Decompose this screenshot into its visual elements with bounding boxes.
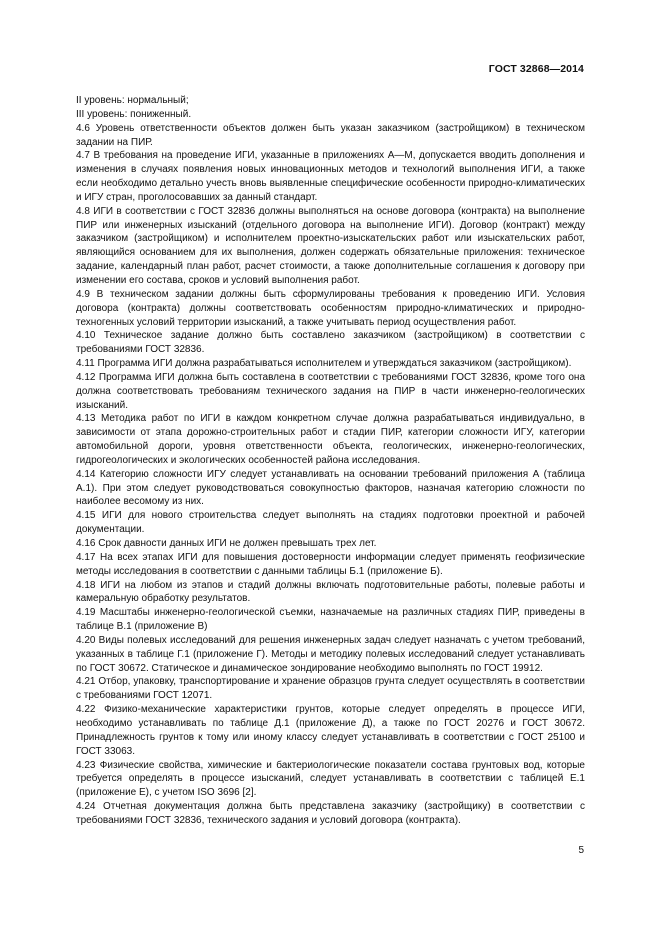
paragraph-4-6: 4.6 Уровень ответственности объектов должен быть указан заказчиком (застройщиком) в техническом задании на ПИР.	[76, 122, 585, 148]
paragraph-4-16: 4.16 Срок давности данных ИГИ не должен превышать трех лет.	[76, 538, 377, 549]
paragraph-4-23: 4.23 Физические свойства, химические и бактериологические показатели состава грунтовых вод, которые требуется определять в процессе изысканий, следует устанавливать в соответствии с таблицей Е.1 (приложение Е), с учетом ISO 3696 [2].	[76, 759, 585, 799]
paragraph-level-ii: II уровень: нормальный;	[76, 95, 189, 106]
paragraph-4-14: 4.14 Категорию сложности ИГУ следует устанавливать на основании требований приложения А (таблица А.1). При этом следует руководствоваться совокупностью факторов, назначая категорию сложности по наиболее весомому из них.	[76, 468, 585, 508]
paragraph-level-iii: III уровень: пониженный.	[76, 108, 192, 120]
paragraph-4-22: 4.22 Физико-механические характеристики грунтов, которые следует определять в процессе ИГИ, необходимо устанавливать по таблице Д.1 (приложение Д), а также по ГОСТ 20276 и ГОСТ 30672. Принадлежность грунтов к тому или иному классу следует устанавливать в соответствии с ГОСТ 25100 и ГОСТ 33063.	[76, 704, 585, 757]
page-number: 5	[578, 845, 584, 856]
paragraph-4-11: 4.11 Программа ИГИ должна разрабатываться исполнителем и утверждаться заказчиком (застройщиком).	[76, 358, 572, 370]
paragraph-4-21: 4.21 Отбор, упаковку, транспортирование и хранение образцов грунта следует осуществлять в соответствии с требованиями ГОСТ 12071.	[76, 676, 585, 702]
paragraph-4-17: 4.17 На всех этапах ИГИ для повышения достоверности информации следует применять геофизические методы исследования в соответствии с данными таблицы Б.1 (приложение Б).	[76, 551, 585, 577]
paragraph-4-12: 4.12 Программа ИГИ должна быть составлена в соответствии с требованиями ГОСТ 32836, кроме того она должна соответствовать требованиям технического задания на ПИР в части инженерно-геологических изысканий.	[76, 371, 585, 411]
paragraph-4-13: 4.13 Методика работ по ИГИ в каждом конкретном случае должна разрабатываться индивидуально, в зависимости от этапа дорожно-строительных работ и стадии ПИР, категории сложности ИГУ, категории автомобильной дороги, уровня ответственности объекта, геологических, инженерно-геологических, гидрогеологических и экологических особенностей района исследования.	[76, 413, 585, 466]
paragraph-4-24: 4.24 Отчетная документация должна быть представлена заказчику (застройщику) в соответствии с требованиями ГОСТ 32836, технического задания и условий договора (контракта).	[76, 801, 585, 826]
paragraph-4-15: 4.15 ИГИ для нового строительства следует выполнять на стадиях подготовки проектной и рабочей документации.	[76, 510, 585, 536]
paragraph-4-18: 4.18 ИГИ на любом из этапов и стадий должны включать подготовительные работы, полевые работы и камеральную обработку результатов.	[76, 579, 585, 605]
paragraph-4-8: 4.8 ИГИ в соответствии с ГОСТ 32836 должны выполняться на основе договора (контракта) на выполнение ПИР или инженерных изысканий (отдельного договора на выполнение ИГИ). Договор (контракт) между заказчиком (застройщиком) и исполнителем проектно-изыскательских работ или изыскательских работ, являющийся основанием для их выполнения, должен содержать обязательные приложения: техническое задание, календарный план работ, расчет стоимости, а также дополнительные соглашения к договору при изменении его состава, сроков и условий выполнения работ.	[76, 205, 585, 286]
body-text	[76, 94, 585, 828]
paragraph-4-20: 4.20 Виды полевых исследований для решения инженерных задач следует назначать с учетом требований, указанных в таблице Г.1 (приложение Г). Методы и методику полевых исследований следует устанавливать по ГОСТ 30672. Статическое и динамическое зондирование необходимо выполнять по ГОСТ 19912.	[76, 634, 585, 674]
paragraph-4-19: 4.19 Масштабы инженерно-геологической съемки, назначаемые на различных стадиях ПИР, приведены в таблице В.1 (приложение В)	[76, 607, 585, 633]
paragraph-4-10: 4.10 Техническое задание должно быть составлено заказчиком (застройщиком) в соответствии с требованиями ГОСТ 32836.	[76, 330, 585, 356]
paragraph-4-9: 4.9 В техническом задании должны быть сформулированы требования к проведению ИГИ. Условия договора (контракта) должны соответствовать особенностям природно-климатических и природно-техногенных условий территории изысканий, а также учитывать период осуществления работ.	[76, 288, 585, 328]
standard-code-header: ГОСТ 32868—2014	[488, 63, 584, 75]
paragraph-4-7: 4.7 В требования на проведение ИГИ, указанные в приложениях А—М, допускается вводить дополнения и изменения в случаях появления новых инновационных методов и технологий выполнения ИГИ, а также если необходимо детально учесть вновь выявленные специфические особенности природно-климатических и ИГУ стран, проголосовавших за данный стандарт.	[76, 150, 585, 203]
